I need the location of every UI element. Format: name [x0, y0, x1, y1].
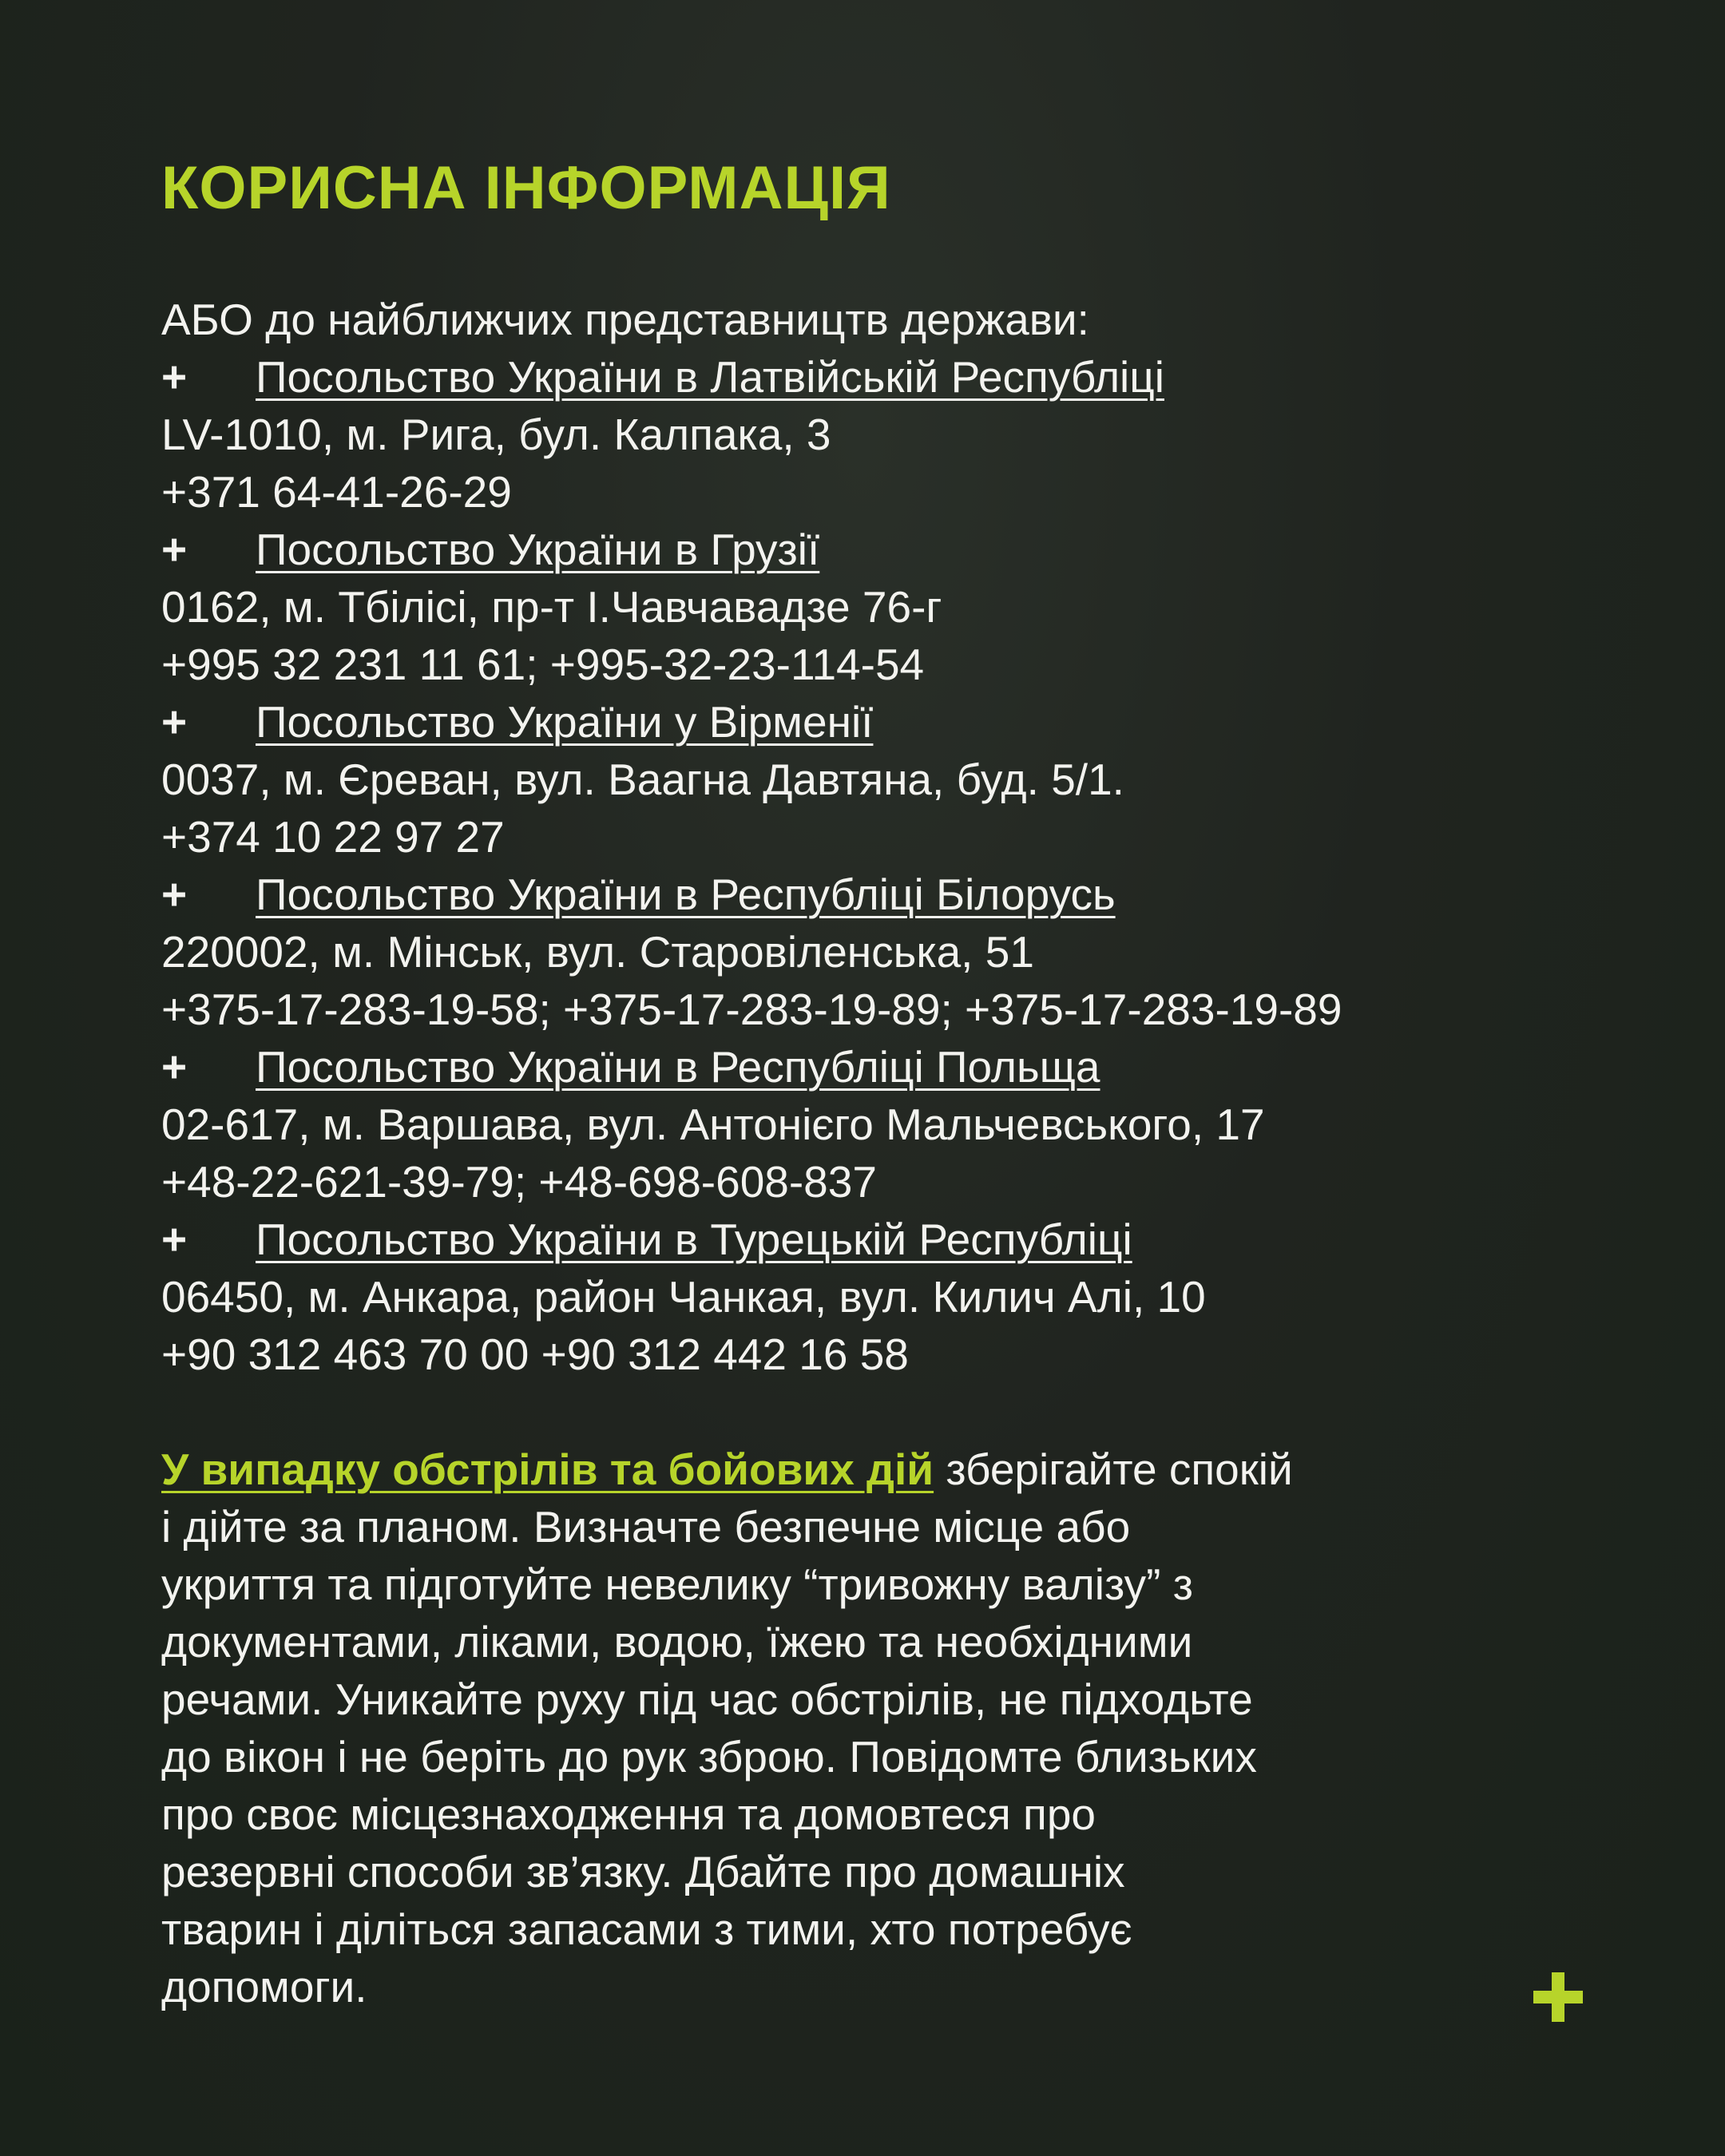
- shelling-advice: [161, 1441, 1583, 2015]
- embassy-phones: +48-22-621-39-79; +48-698-608-837: [161, 1157, 877, 1207]
- embassy-name-link[interactable]: Посольство України в Грузії: [256, 525, 820, 574]
- embassy-phones: +995 32 231 11 61; +995-32-23-114-54: [161, 640, 925, 689]
- embassy-poland: [161, 1038, 1342, 1211]
- shelling-text-line: тварин і діліться запасами з тими, хто потребує: [161, 1904, 1132, 1954]
- embassy-name-link[interactable]: Посольство України в Республіці Польща: [256, 1042, 1100, 1092]
- embassy-phones: +375-17-283-19-58; +375-17-283-19-89; +375-17-283-19-89: [161, 985, 1342, 1034]
- shelling-text-line: допомоги.: [161, 1962, 367, 2011]
- embassy-address: 06450, м. Анкара, район Чанкая, вул. Килич Алі, 10: [161, 1272, 1206, 1322]
- embassy-armenia: [161, 693, 1342, 866]
- shelling-text-line: про своє місцезнаходження та домовтеся про: [161, 1789, 1096, 1839]
- embassy-name-link[interactable]: Посольство України в Турецькій Республіці: [256, 1215, 1132, 1264]
- embassy-heading: [161, 866, 1342, 923]
- bullet-plus-icon: +: [161, 525, 188, 574]
- bullet-plus-icon: +: [161, 352, 188, 402]
- embassy-heading: [161, 1038, 1342, 1096]
- bullet-plus-icon: +: [161, 870, 188, 919]
- embassy-heading: [161, 521, 1342, 578]
- embassy-address: LV-1010, м. Рига, бул. Калпака, 3: [161, 410, 831, 459]
- embassy-heading: [161, 348, 1342, 406]
- embassy-belarus: [161, 866, 1342, 1038]
- page-title: КОРИСНА ІНФОРМАЦІЯ: [161, 154, 891, 222]
- bullet-plus-icon: +: [161, 1042, 188, 1092]
- embassy-heading: [161, 1211, 1342, 1268]
- embassy-name-link[interactable]: Посольство України в Республіці Білорусь: [256, 870, 1116, 919]
- embassy-name-link[interactable]: Посольство України у Вірменії: [256, 697, 874, 747]
- embassy-phones: +90 312 463 70 00 +90 312 442 16 58: [161, 1330, 909, 1379]
- embassy-address: 02-617, м. Варшава, вул. Антонієго Мальчевського, 17: [161, 1100, 1265, 1149]
- embassy-address: 0162, м. Тбілісі, пр-т І.Чавчавадзе 76-г: [161, 582, 942, 632]
- embassy-heading: [161, 693, 1342, 751]
- embassy-address: 220002, м. Мінськ, вул. Старовіленська, 51: [161, 927, 1034, 977]
- embassy-latvia: [161, 348, 1342, 521]
- shelling-highlight-link[interactable]: У випадку обстрілів та бойових дій: [161, 1445, 934, 1494]
- embassy-turkey: [161, 1211, 1342, 1383]
- embassy-phones: +374 10 22 97 27: [161, 812, 505, 862]
- embassy-georgia: [161, 521, 1342, 693]
- shelling-text-line: речами. Уникайте руху під час обстрілів, не підходьте: [161, 1674, 1253, 1724]
- bullet-plus-icon: +: [161, 1215, 188, 1264]
- plus-icon-vertical: [1552, 1972, 1564, 2022]
- shelling-text-line: резервні способи зв’язку. Дбайте про домашніх: [161, 1847, 1125, 1896]
- embassy-address: 0037, м. Єреван, вул. Ваагна Давтяна, буд. 5/1.: [161, 755, 1124, 804]
- shelling-text-line: зберігайте спокій: [934, 1445, 1293, 1494]
- bullet-plus-icon: +: [161, 697, 188, 747]
- shelling-text-line: документами, ліками, водою, їжею та необхідними: [161, 1617, 1193, 1667]
- plus-icon: [1533, 1972, 1583, 2022]
- embassy-phones: +371 64-41-26-29: [161, 467, 512, 517]
- embassy-name-link[interactable]: Посольство України в Латвійській Республіці: [256, 352, 1164, 402]
- shelling-text-line: і дійте за планом. Визначте безпечне місце або: [161, 1502, 1131, 1552]
- embassy-contacts: [161, 291, 1342, 1383]
- shelling-text-line: укриття та підготуйте невелику “тривожну валізу” з: [161, 1560, 1193, 1609]
- shelling-text-line: до вікон і не беріть до рук зброю. Повідомте близьких: [161, 1732, 1257, 1781]
- intro-text: АБО до найближчих представництв держави:: [161, 295, 1089, 344]
- shelling-first-line: [161, 1441, 1583, 1498]
